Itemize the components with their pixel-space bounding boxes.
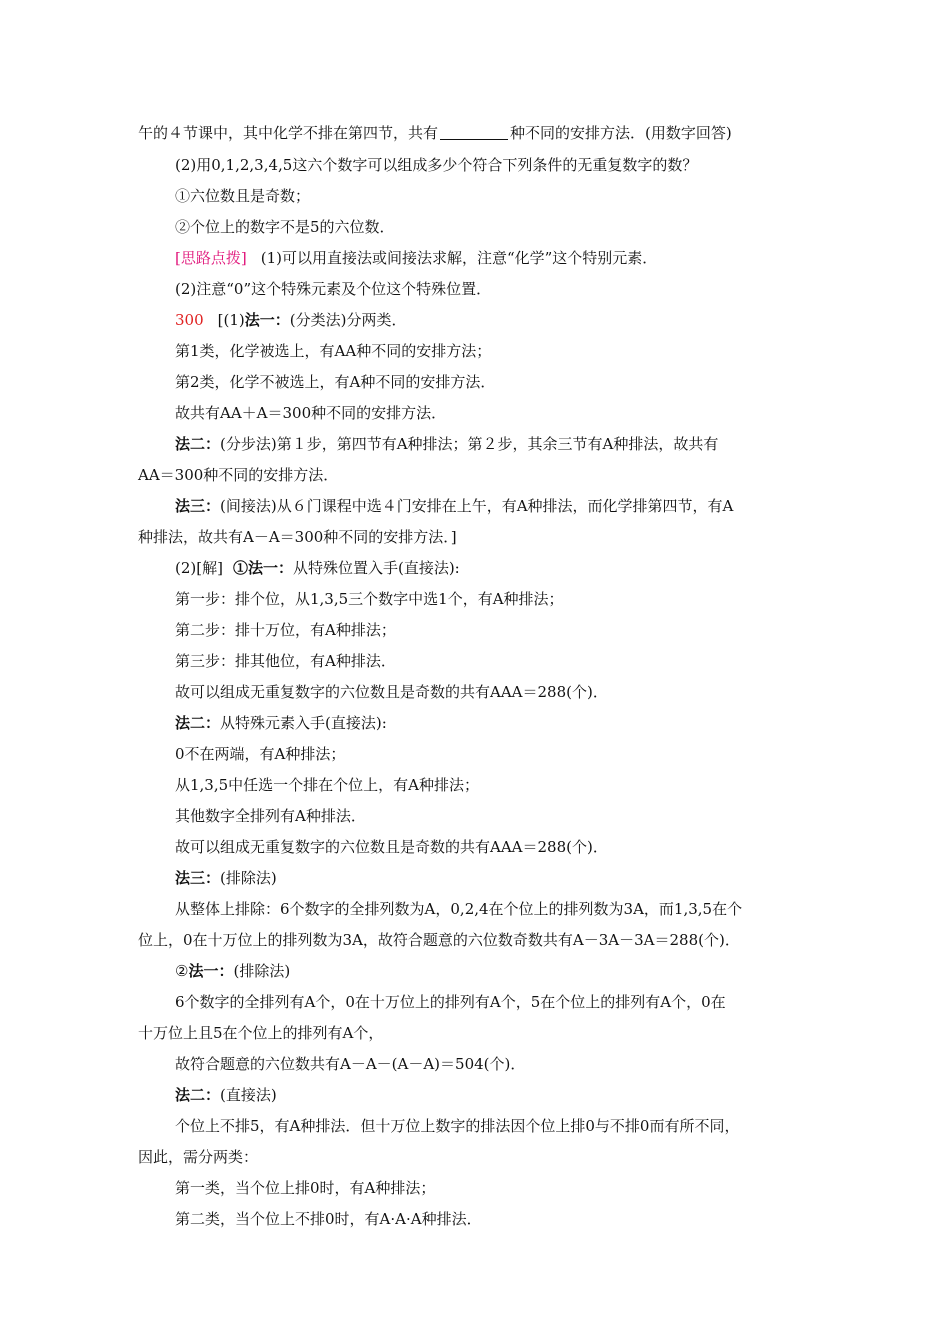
answer-blank [440,124,508,140]
text-line: 个位上不排5，有A种排法．但十万位上数字的排法因个位上排0与不排0而有所不同， [175,1117,740,1135]
text-line: 十万位上且5在个位上的排列有A个， [138,1024,384,1042]
text-line: 位上，0在十万位上的排列数为3A，故符合题意的六位数奇数共有A－3A－3A＝288(个)． [138,931,740,949]
method-line: 法二：(直接法) [175,1086,277,1104]
method-line: ②法一：(排除法) [175,962,291,980]
text-line: 故符合题意的六位数共有A－A－(A－A)＝504(个)． [175,1055,526,1073]
question-item-1: ①六位数且是奇数； [175,187,311,205]
text-line: 种排法，故共有A－A＝300种不同的安排方法．] [138,528,457,546]
text-line: 故可以组成无重复数字的六位数且是奇数的共有AAA＝288(个)． [175,838,608,856]
text-line: 第1类，化学被选上，有AA种不同的安排方法； [175,342,492,360]
text-line: AA＝300种不同的安排方法． [138,466,339,484]
text-line: 第二步：排十万位，有A种排法； [175,621,396,639]
text-line: 第二类，当个位上不排0时，有A·A·A种排法． [175,1210,482,1228]
question-item-2: ②个位上的数字不是5的六位数． [175,218,395,236]
hint-line: [思路点拨] (1)可以用直接法或间接法求解，注意“化学”这个特别元素． [175,249,658,267]
text-line: 第一类，当个位上排0时，有A种排法； [175,1179,436,1197]
method-line: 法二：从特殊元素入手(直接法): [175,714,387,732]
text-line: 第一步：排个位，从1,3,5三个数字中选1个，有A种排法； [175,590,564,608]
text-line: 其他数字全排列有A种排法． [175,807,366,825]
text-line: 6个数字的全排列有A个，0在十万位上的排列有A个，5在个位上的排列有A个，0在 [175,993,726,1011]
hint-line: (2)注意“0”这个特殊元素及个位这个特殊位置． [175,280,492,298]
hint-tag: [思路点拨] [175,249,247,267]
question-part-2: (2)用0,1,2,3,4,5这六个数字可以组成多少个符合下列条件的无重复数字的数？ [175,156,698,174]
text-line: 第2类，化学不被选上，有A种不同的安排方法． [175,373,496,391]
solution-header: (2)[解] ①法一：从特殊位置入手(直接法): [175,559,460,577]
text-line: 0不在两端，有A种排法； [175,745,346,763]
text-line: 故可以组成无重复数字的六位数且是奇数的共有AAA＝288(个)． [175,683,608,701]
answer-line: 300 [(1)法一：(分类法)分两类． [175,311,407,329]
text-line: 第三步：排其他位，有A种排法． [175,652,396,670]
text-line: 故共有AA＋A＝300种不同的安排方法． [175,404,447,422]
text-segment: 种不同的安排方法．(用数字回答) [510,124,732,142]
method-line: 法三：(间接法)从６门课程中选４门安排在上午，有A种排法，而化学排第四节，有A [175,497,734,515]
method-line: 法三：(排除法) [175,869,277,887]
text-segment: 午的４节课中，其中化学不排在第四节，共有 [138,124,439,142]
answer-value: 300 [175,311,204,329]
text-line: 从整体上排除：6个数字的全排列数为A，0,2,4在个位上的排列数为3A，而1,3,5在个 [175,900,743,918]
text-line [0,123,950,143]
text-line: 从1,3,5中任选一个排在个位上，有A种排法； [175,776,480,794]
method-line: 法二：(分步法)第１步，第四节有A种排法；第２步，其余三节有A种排法，故共有 [175,435,719,453]
text-line: 因此，需分两类： [138,1148,259,1166]
